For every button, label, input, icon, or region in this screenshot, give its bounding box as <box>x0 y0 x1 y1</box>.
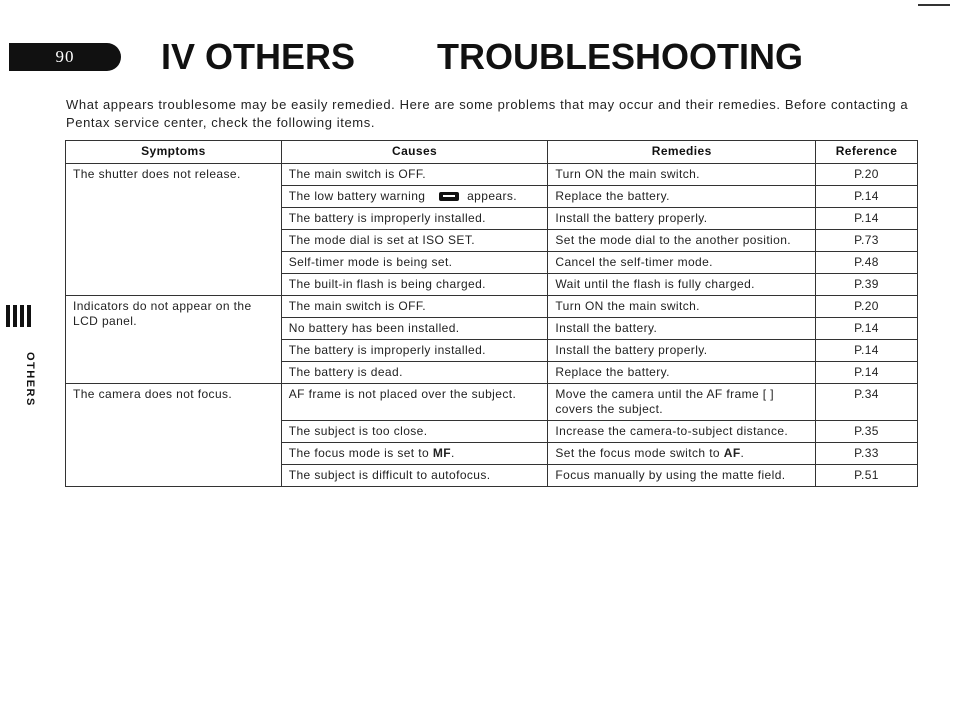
reference-cell: P.14 <box>816 208 918 230</box>
remedy-cell: Replace the battery. <box>548 186 816 208</box>
cause-cell: AF frame is not placed over the subject. <box>281 384 548 421</box>
remedy-cell: Install the battery. <box>548 318 816 340</box>
remedy-cell: Wait until the flash is fully charged. <box>548 274 816 296</box>
reference-cell: P.48 <box>816 252 918 274</box>
remedy-mode-label: AF <box>723 446 741 460</box>
header-causes: Causes <box>281 141 548 164</box>
cause-cell: The subject is difficult to autofocus. <box>281 465 548 487</box>
cause-cell: The subject is too close. <box>281 421 548 443</box>
cause-mode-label: MF <box>432 446 451 460</box>
table-row <box>66 164 918 186</box>
reference-cell: P.34 <box>816 384 918 421</box>
reference-cell: P.20 <box>816 164 918 186</box>
cause-cell: Self-timer mode is being set. <box>281 252 548 274</box>
remedy-cell: Install the battery properly. <box>548 208 816 230</box>
remedy-text: Set the focus mode switch to <box>555 446 724 460</box>
remedy-cell: Move the camera until the AF frame [ ] covers the subject. <box>548 384 816 421</box>
remedy-cell: Cancel the self-timer mode. <box>548 252 816 274</box>
header-remedies: Remedies <box>548 141 816 164</box>
remedy-cell: Focus manually by using the matte field. <box>548 465 816 487</box>
reference-cell: P.33 <box>816 443 918 465</box>
reference-cell: P.73 <box>816 230 918 252</box>
remedy-cell: Install the battery properly. <box>548 340 816 362</box>
section-heading: IV OTHERS <box>161 36 356 77</box>
remedy-cell: Set the mode dial to the another position. <box>548 230 816 252</box>
reference-cell: P.39 <box>816 274 918 296</box>
symptom-cell: The shutter does not release. <box>66 164 282 296</box>
battery-warning-icon <box>439 192 459 201</box>
cause-text: The low battery warning <box>288 189 430 203</box>
remedy-cell: Turn ON the main switch. <box>548 164 816 186</box>
section-bars-icon <box>6 305 39 327</box>
symptom-cell: The camera does not focus. <box>66 384 282 487</box>
page-number: 90 <box>55 47 75 66</box>
table-row <box>66 384 918 421</box>
intro-paragraph: What appears troublesome may be easily remedied. Here are some problems that may occur and their remedies. Before contacting a Pentax service center, check the following items. <box>66 97 909 130</box>
cause-text: . <box>450 446 455 460</box>
top-rule <box>918 4 950 6</box>
page-number-badge <box>9 43 121 71</box>
cause-cell: The main switch is OFF. <box>281 296 548 318</box>
table-header-row <box>66 141 918 164</box>
reference-cell: P.14 <box>816 362 918 384</box>
cause-cell: No battery has been installed. <box>281 318 548 340</box>
page-title: TROUBLESHOOTING <box>437 36 803 77</box>
header-symptoms: Symptoms <box>66 141 282 164</box>
section-side-tab <box>3 305 39 327</box>
cause-cell: The main switch is OFF. <box>281 164 548 186</box>
reference-cell: P.35 <box>816 421 918 443</box>
cause-cell: The mode dial is set at ISO SET. <box>281 230 548 252</box>
reference-cell: P.51 <box>816 465 918 487</box>
cause-text: The focus mode is set to <box>288 446 433 460</box>
remedy-cell: Turn ON the main switch. <box>548 296 816 318</box>
remedy-cell: Increase the camera-to-subject distance. <box>548 421 816 443</box>
remedy-cell: Replace the battery. <box>548 362 816 384</box>
table-row <box>66 296 918 318</box>
cause-cell: The built-in flash is being charged. <box>281 274 548 296</box>
cause-cell: The battery is improperly installed. <box>281 340 548 362</box>
cause-cell: The battery is improperly installed. <box>281 208 548 230</box>
reference-cell: P.14 <box>816 186 918 208</box>
troubleshooting-table <box>65 140 918 487</box>
reference-cell: P.14 <box>816 340 918 362</box>
cause-cell <box>281 186 548 208</box>
table-body <box>66 164 918 487</box>
side-section-label: OTHERS <box>24 352 36 407</box>
header-reference: Reference <box>816 141 918 164</box>
cause-cell: The battery is dead. <box>281 362 548 384</box>
cause-text: appears. <box>467 189 517 203</box>
reference-cell: P.20 <box>816 296 918 318</box>
symptom-cell: Indicators do not appear on the LCD panel. <box>66 296 282 384</box>
remedy-text: . <box>740 446 745 460</box>
cause-cell <box>281 443 548 465</box>
remedy-cell <box>548 443 816 465</box>
reference-cell: P.14 <box>816 318 918 340</box>
